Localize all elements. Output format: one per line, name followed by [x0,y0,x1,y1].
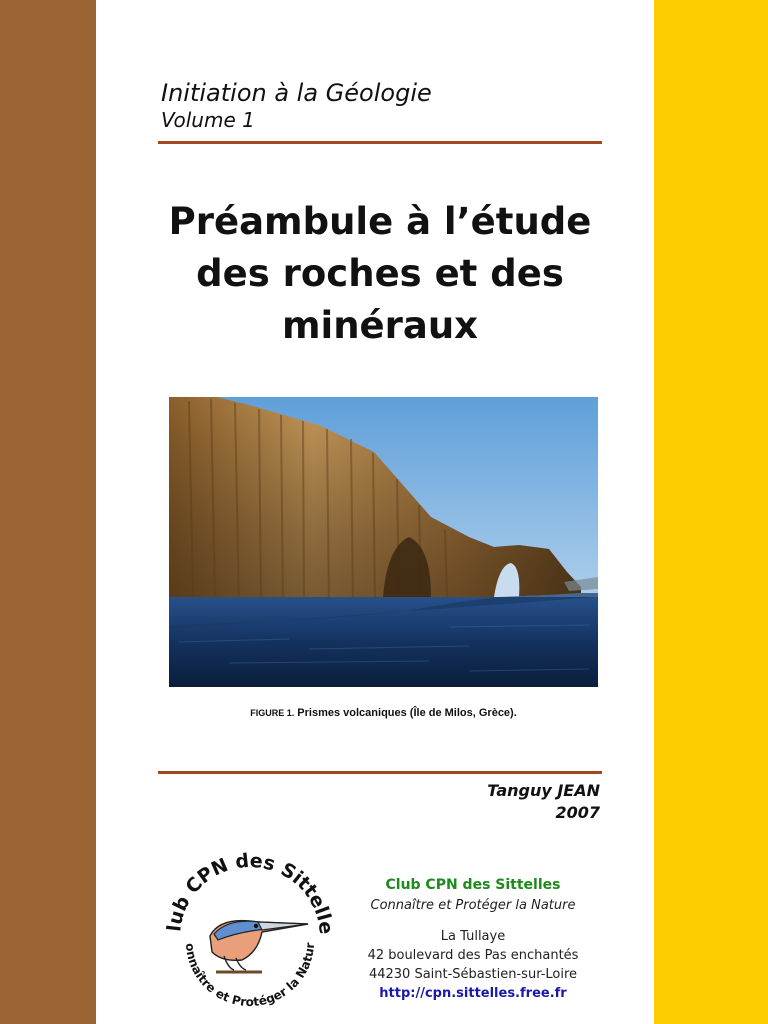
series-volume: Volume 1 [161,108,255,132]
title-line: minéraux [281,304,479,347]
figure-label: FIGURE 1. [250,708,295,718]
club-info [364,874,582,1003]
series-title: Initiation à la Géologie [161,79,432,107]
author-block [440,780,600,824]
logo-arc-bottom-text: onnaître et Protéger la Natur [182,942,318,1010]
logo-arc-top-text: lub CPN des Sittelle [163,852,338,936]
club-name: Club CPN des Sittelles [385,877,561,893]
figure-caption-text: Prismes volcaniques (Île de Milos, Grèce). [297,707,517,719]
right-color-band [654,0,768,1024]
cover-photo [169,397,598,687]
club-website-link[interactable]: http://cpn.sittelles.free.fr [379,986,567,1001]
address-line: 44230 Saint-Sébastien-sur-Loire [368,967,578,982]
top-divider [158,141,602,144]
left-color-band [0,0,96,1024]
nuthatch-bird-icon [210,921,308,972]
address-line: 42 boulevard des Pas enchantés [367,948,579,963]
figure-caption [169,707,598,719]
publication-year: 2007 [555,803,600,822]
club-motto: Connaître et Protéger la Nature [370,898,576,913]
series-header [161,78,432,132]
title-line: des roches et des [196,252,564,295]
author-name: Tanguy JEAN [487,781,600,800]
club-logo [158,852,338,1017]
title-line: Préambule à l’étude [168,200,592,243]
bottom-divider [158,771,602,774]
address-line: La Tullaye [440,929,506,944]
document-title [158,196,602,352]
